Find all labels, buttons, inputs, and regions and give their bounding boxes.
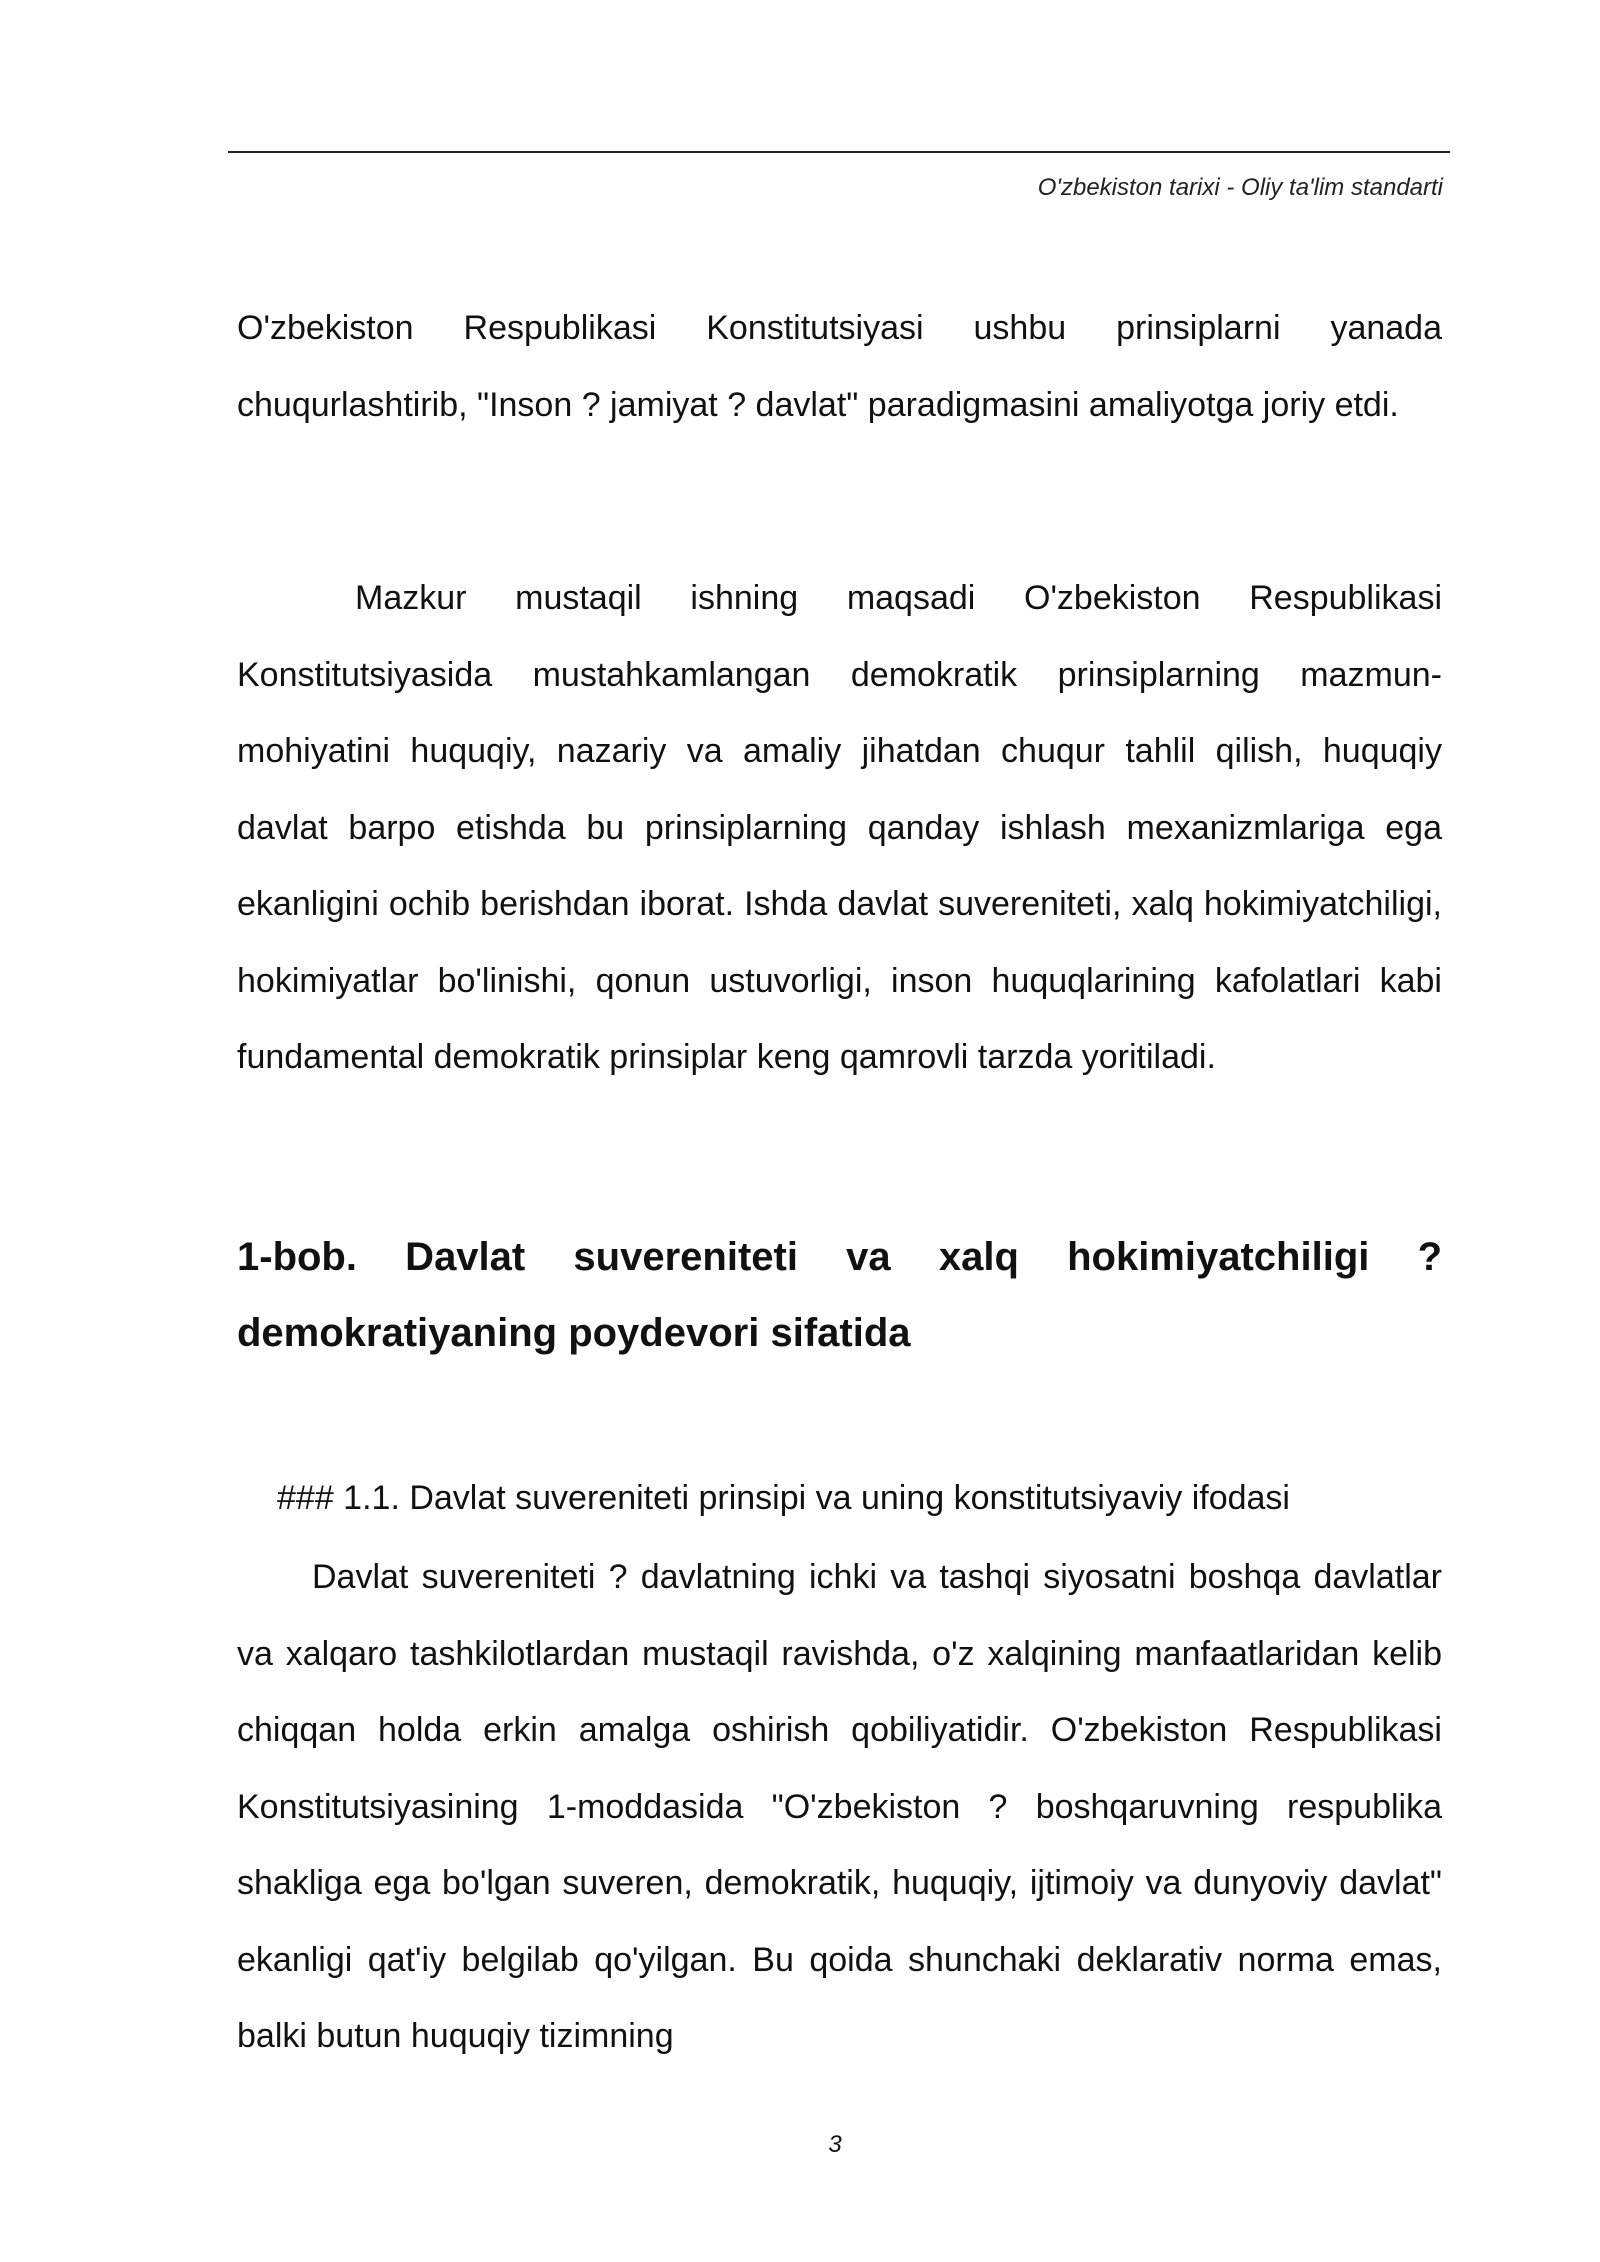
running-header: O'zbekiston tarixi - Oliy ta'lim standarti <box>1037 174 1443 201</box>
paragraph-sovereignty: Davlat suvereniteti ? davlatning ichki va tashqi siyosatni boshqa davlatlar va xalqaro tashkilotlardan mustaqil ravishda, o'z xalqining manfaatlaridan kelib chiqqan holda erkin amalga oshirish qobiliyatidir. O'zbekiston Respublikasi Konstitutsiyasining 1-moddasida "O'zbekiston ? boshqaruvning respublika shakliga ega bo'lgan suveren, demokratik, huquqiy, ijtimoiy va dunyoviy davlat" ekanligi qat'iy belgilab qo'yilgan. Bu qoida shunchaki deklarativ norma emas, balki butun huquqiy tizimning <box>237 1558 1442 2055</box>
paragraph-purpose: Mazkur mustaqil ishning maqsadi O'zbekiston Respublikasi Konstitutsiyasida mustahkamlangan demokratik prinsiplarning mazmun-mohiyatini huquqiy, nazariy va amaliy jihatdan chuqur tahlil qilish, huquqiy davlat barpo etishda bu prinsiplarning qanday ishlash mexanizmlariga ega ekanligini ochib berishdan iborat. Ishda davlat suvereniteti, xalq hokimiyatchiligi, hokimiyatlar bo'linishi, qonun ustuvorligi, inson huquqlarining kafolatlari kabi fundamental demokratik prinsiplar keng qamrovli tarzda yoritiladi. <box>237 579 1442 1076</box>
page-number: 3 <box>828 2131 842 2158</box>
paragraph-intro-continuation: O'zbekiston Respublikasi Konstitutsiyasi ushbu prinsiplarni yanada chuqurlashtirib, "Inson ? jamiyat ? davlat" paradigmasini amaliyotga joriy etdi. <box>237 309 1442 424</box>
header-rule <box>228 151 1450 153</box>
section-heading: ### 1.1. Davlat suvereniteti prinsipi va uning konstitutsiyaviy ifodasi <box>277 1479 1290 1517</box>
chapter-heading: 1-bob. Davlat suvereniteti va xalq hokimiyatchiligi ? demokratiyaning poydevori sifatida <box>237 1235 1442 1355</box>
